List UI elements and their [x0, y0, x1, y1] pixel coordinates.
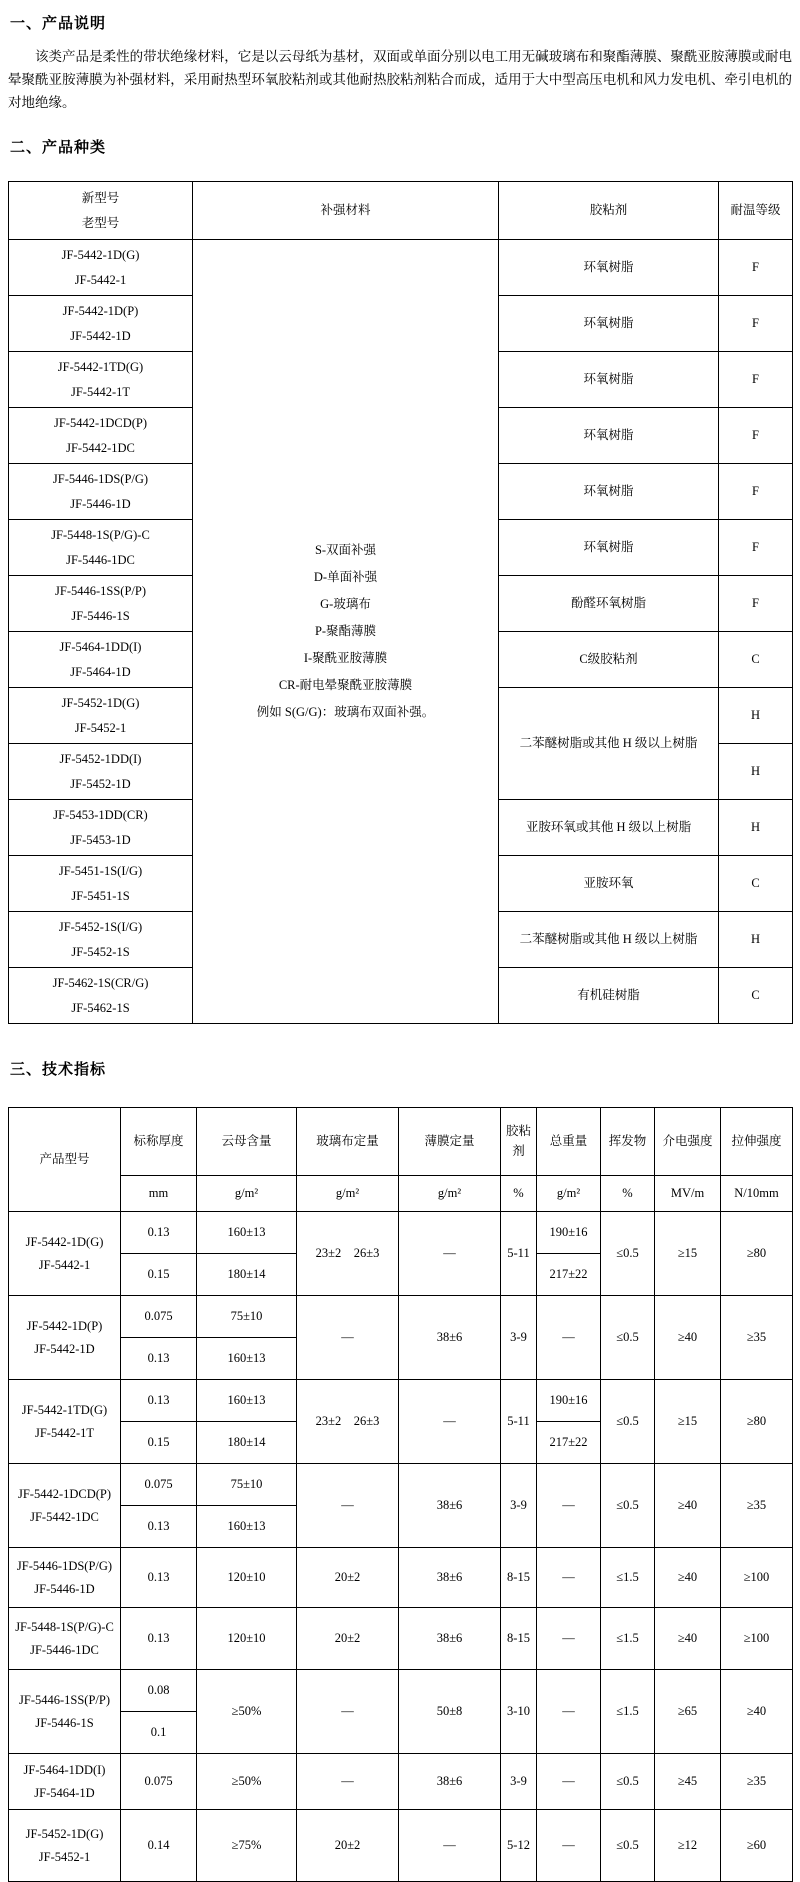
tensile-cell: ≥100 [721, 1608, 793, 1670]
legend-line: CR-耐电晕聚酰亚胺薄膜 [278, 678, 413, 692]
model-cell [9, 688, 193, 744]
section1-paragraph: 该类产品是柔性的带状绝缘材料，它是以云母纸为基材，双面或单面分别以电工用无碱玻璃布和聚酯薄膜、聚酰亚胺薄膜或耐电晕聚酰亚胺薄膜为补强材料，采用耐热型环氧胶粘剂或其他耐热胶粘剂粘合而成，适用于大中型高压电机和风力发电机、牵引电机的对地绝缘。 [8, 49, 792, 110]
film-cell: — [399, 1810, 501, 1882]
old-model: JF-5446-1S [35, 1715, 94, 1730]
old-model: JF-5446-1S [71, 608, 130, 623]
volatile-cell: ≤0.5 [601, 1380, 655, 1464]
adhesive-cell: 3-10 [501, 1670, 537, 1754]
old-model: JF-5452-1S [71, 944, 130, 959]
legend-line: P-聚酯薄膜 [314, 624, 377, 638]
section3-title: 三、技术指标 [10, 1060, 107, 1078]
new-model: JF-5464-1DD(I) [59, 639, 142, 654]
tensile-cell: ≥60 [721, 1810, 793, 1882]
new-model: JF-5452-1DD(I) [59, 751, 142, 766]
tensile-cell: ≥35 [721, 1296, 793, 1380]
unit-cell: % [501, 1176, 537, 1212]
model-cell [9, 912, 193, 968]
film-cell: 38±6 [399, 1754, 501, 1810]
model-cell [9, 1670, 121, 1754]
new-model: JF-5448-1S(P/G)-C [51, 527, 150, 542]
adhesive-cell: 8-15 [501, 1608, 537, 1670]
thickness-cell: 0.15 [121, 1254, 197, 1296]
mica-cell: 180±14 [197, 1254, 297, 1296]
glass-cell: 20±2 [297, 1810, 399, 1882]
old-model: JF-5464-1D [34, 1785, 95, 1800]
old-model: JF-5446-1DC [30, 1642, 99, 1657]
model-cell [9, 408, 193, 464]
dielectric-cell: ≥40 [655, 1464, 721, 1548]
new-model: JF-5442-1DCD(P) [53, 415, 148, 430]
old-model: JF-5442-1DC [66, 440, 135, 455]
section2-title: 二、产品种类 [10, 138, 107, 156]
temp-class-cell: F [719, 240, 793, 296]
adhesive-cell: 亚胺环氧或其他 H 级以上树脂 [499, 800, 719, 856]
dielectric-cell: ≥40 [655, 1296, 721, 1380]
old-model: JF-5464-1D [70, 664, 131, 679]
mica-cell: 160±13 [197, 1506, 297, 1548]
mica-cell: 75±10 [197, 1464, 297, 1506]
model-cell [9, 968, 193, 1024]
new-model: JF-5442-1TD(G) [21, 1402, 108, 1417]
dielectric-cell: ≥15 [655, 1212, 721, 1296]
header-new-model: 新型号 [81, 190, 120, 205]
temp-class-cell: F [719, 296, 793, 352]
new-model: JF-5453-1DD(CR) [53, 807, 148, 822]
old-model: JF-5442-1 [38, 1257, 91, 1272]
film-cell: 38±6 [399, 1608, 501, 1670]
total-weight-cell: — [537, 1548, 601, 1608]
unit-cell: mm [121, 1176, 197, 1212]
adhesive-cell: 环氧树脂 [499, 296, 719, 352]
volatile-cell: ≤0.5 [601, 1212, 655, 1296]
header-reinforce: 补强材料 [193, 182, 499, 240]
old-model: JF-5452-1 [38, 1849, 91, 1864]
film-cell: — [399, 1380, 501, 1464]
volatile-cell: ≤1.5 [601, 1670, 655, 1754]
model-cell [9, 1608, 121, 1670]
new-model: JF-5448-1S(P/G)-C [15, 1619, 114, 1634]
volatile-cell: ≤1.5 [601, 1608, 655, 1670]
total-weight-cell: 190±16 [537, 1212, 601, 1254]
adhesive-cell: 5-12 [501, 1810, 537, 1882]
tensile-cell: ≥35 [721, 1464, 793, 1548]
old-model: JF-5451-1S [71, 888, 130, 903]
table-header-row [9, 182, 793, 240]
old-model: JF-5446-1DC [66, 552, 135, 567]
total-weight-cell: — [537, 1608, 601, 1670]
tensile-cell: ≥80 [721, 1380, 793, 1464]
legend-line: S-双面补强 [314, 543, 377, 557]
model-cell [9, 1212, 121, 1296]
model-cell [9, 1548, 121, 1608]
old-model: JF-5442-1D [70, 328, 131, 343]
header-dielectric: 介电强度 [655, 1108, 721, 1176]
total-weight-cell: 217±22 [537, 1422, 601, 1464]
legend-line: 例如 S(G/G)：玻璃布双面补强。 [256, 705, 435, 719]
temp-class-cell: F [719, 408, 793, 464]
header-old-model: 老型号 [81, 215, 120, 230]
adhesive-cell: 酚醛环氧树脂 [499, 576, 719, 632]
reinforce-legend-cell [193, 240, 499, 1024]
dielectric-cell: ≥40 [655, 1608, 721, 1670]
tech-specs-table [8, 1107, 793, 1882]
temp-class-cell: C [719, 968, 793, 1024]
volatile-cell: ≤0.5 [601, 1754, 655, 1810]
unit-cell: MV/m [655, 1176, 721, 1212]
dielectric-cell: ≥15 [655, 1380, 721, 1464]
table-row [9, 1212, 793, 1254]
new-model: JF-5446-1SS(P/P) [55, 583, 146, 598]
tensile-cell: ≥40 [721, 1670, 793, 1754]
temp-class-cell: H [719, 800, 793, 856]
model-cell [9, 1380, 121, 1464]
old-model: JF-5442-1DC [30, 1509, 99, 1524]
total-weight-cell: — [537, 1670, 601, 1754]
glass-cell: 20±2 [297, 1548, 399, 1608]
new-model: JF-5452-1D(G) [61, 695, 140, 710]
new-model: JF-5464-1DD(I) [23, 1762, 106, 1777]
new-model: JF-5442-1TD(G) [57, 359, 144, 374]
adhesive-cell: 5-11 [501, 1212, 537, 1296]
model-cell [9, 464, 193, 520]
glass-cell: 23±2 26±3 [297, 1380, 399, 1464]
adhesive-cell: 环氧树脂 [499, 520, 719, 576]
header-thickness: 标称厚度 [121, 1108, 197, 1176]
header-tensile: 拉伸强度 [721, 1108, 793, 1176]
dielectric-cell: ≥12 [655, 1810, 721, 1882]
new-model: JF-5442-1D(G) [61, 247, 140, 262]
model-cell [9, 296, 193, 352]
table-row [9, 1296, 793, 1338]
thickness-cell: 0.13 [121, 1212, 197, 1254]
old-model: JF-5446-1D [34, 1581, 95, 1596]
header-glass-weight: 玻璃布定量 [297, 1108, 399, 1176]
volatile-cell: ≤0.5 [601, 1296, 655, 1380]
volatile-cell: ≤1.5 [601, 1548, 655, 1608]
adhesive-cell: 3-9 [501, 1296, 537, 1380]
model-cell [9, 800, 193, 856]
table-header-row [9, 1108, 793, 1176]
glass-cell: — [297, 1296, 399, 1380]
model-cell [9, 632, 193, 688]
table-row [9, 240, 793, 296]
film-cell: 50±8 [399, 1670, 501, 1754]
header-film-weight: 薄膜定量 [399, 1108, 501, 1176]
table-row [9, 1380, 793, 1422]
total-weight-cell: 217±22 [537, 1254, 601, 1296]
new-model: JF-5446-1DS(P/G) [16, 1558, 113, 1573]
thickness-cell: 0.13 [121, 1338, 197, 1380]
volatile-cell: ≤0.5 [601, 1464, 655, 1548]
old-model: JF-5446-1D [70, 496, 131, 511]
model-cell [9, 1754, 121, 1810]
mica-cell: ≥50% [197, 1754, 297, 1810]
adhesive-cell: 二苯醚树脂或其他 H 级以上树脂 [499, 912, 719, 968]
glass-cell: 20±2 [297, 1608, 399, 1670]
film-cell: 38±6 [399, 1464, 501, 1548]
new-model: JF-5442-1D(G) [25, 1234, 104, 1249]
model-cell [9, 1296, 121, 1380]
adhesive-cell: 有机硅树脂 [499, 968, 719, 1024]
total-weight-cell: — [537, 1464, 601, 1548]
thickness-cell: 0.075 [121, 1754, 197, 1810]
table-row [9, 1754, 793, 1810]
film-cell: 38±6 [399, 1296, 501, 1380]
model-cell [9, 1810, 121, 1882]
header-product-model: 产品型号 [9, 1108, 121, 1212]
thickness-cell: 0.08 [121, 1670, 197, 1712]
temp-class-cell: H [719, 912, 793, 968]
old-model: JF-5452-1D [70, 776, 131, 791]
tensile-cell: ≥80 [721, 1212, 793, 1296]
old-model: JF-5453-1D [70, 832, 131, 847]
new-model: JF-5462-1S(CR/G) [52, 975, 149, 990]
adhesive-cell: 5-11 [501, 1380, 537, 1464]
mica-cell: 180±14 [197, 1422, 297, 1464]
table-row [9, 1810, 793, 1882]
total-weight-cell: — [537, 1754, 601, 1810]
legend-line: G-玻璃布 [320, 597, 371, 611]
mica-cell: 160±13 [197, 1338, 297, 1380]
glass-cell: — [297, 1670, 399, 1754]
old-model: JF-5442-1T [34, 1425, 95, 1440]
thickness-cell: 0.13 [121, 1506, 197, 1548]
table-row [9, 1670, 793, 1712]
old-model: JF-5452-1 [74, 720, 127, 735]
new-model: JF-5442-1D(P) [62, 303, 139, 318]
mica-cell: 120±10 [197, 1548, 297, 1608]
glass-cell: — [297, 1754, 399, 1810]
header-mica-content: 云母含量 [197, 1108, 297, 1176]
film-cell: — [399, 1212, 501, 1296]
old-model: JF-5462-1S [71, 1000, 130, 1015]
adhesive-cell: 3-9 [501, 1464, 537, 1548]
header-adhesive: 胶粘剂 [499, 182, 719, 240]
adhesive-cell: 环氧树脂 [499, 240, 719, 296]
total-weight-cell: 190±16 [537, 1380, 601, 1422]
model-cell [9, 576, 193, 632]
model-cell [9, 520, 193, 576]
old-model: JF-5442-1D [34, 1341, 95, 1356]
thickness-cell: 0.075 [121, 1296, 197, 1338]
adhesive-cell: 8-15 [501, 1548, 537, 1608]
tensile-cell: ≥35 [721, 1754, 793, 1810]
mica-cell: ≥75% [197, 1810, 297, 1882]
adhesive-cell: 环氧树脂 [499, 464, 719, 520]
temp-class-cell: C [719, 856, 793, 912]
film-cell: 38±6 [399, 1548, 501, 1608]
thickness-cell: 0.15 [121, 1422, 197, 1464]
model-cell [9, 240, 193, 296]
model-cell [9, 744, 193, 800]
unit-cell: N/10mm [721, 1176, 793, 1212]
dielectric-cell: ≥65 [655, 1670, 721, 1754]
new-model: JF-5452-1S(I/G) [58, 919, 143, 934]
dielectric-cell: ≥40 [655, 1548, 721, 1608]
thickness-cell: 0.13 [121, 1380, 197, 1422]
old-model: JF-5442-1T [70, 384, 131, 399]
model-cell [9, 352, 193, 408]
unit-cell: g/m² [197, 1176, 297, 1212]
old-model: JF-5442-1 [74, 272, 127, 287]
temp-class-cell: F [719, 352, 793, 408]
new-model: JF-5446-1DS(P/G) [52, 471, 149, 486]
thickness-cell: 0.13 [121, 1608, 197, 1670]
temp-class-cell: H [719, 688, 793, 744]
units-row [9, 1176, 793, 1212]
temp-class-cell: H [719, 744, 793, 800]
unit-cell: g/m² [537, 1176, 601, 1212]
thickness-cell: 0.14 [121, 1810, 197, 1882]
temp-class-cell: C [719, 632, 793, 688]
volatile-cell: ≤0.5 [601, 1810, 655, 1882]
header-temp-class: 耐温等级 [719, 182, 793, 240]
tensile-cell: ≥100 [721, 1548, 793, 1608]
header-volatile: 挥发物 [601, 1108, 655, 1176]
glass-cell: 23±2 26±3 [297, 1212, 399, 1296]
adhesive-cell: 二苯醚树脂或其他 H 级以上树脂 [499, 688, 719, 800]
mica-cell: ≥50% [197, 1670, 297, 1754]
temp-class-cell: F [719, 464, 793, 520]
model-cell [9, 1464, 121, 1548]
legend-line: I-聚酰亚胺薄膜 [303, 651, 388, 665]
dielectric-cell: ≥45 [655, 1754, 721, 1810]
adhesive-cell: C级胶粘剂 [499, 632, 719, 688]
product-types-table [8, 181, 793, 1024]
new-model: JF-5451-1S(I/G) [58, 863, 143, 878]
model-cell [9, 856, 193, 912]
new-model: JF-5442-1DCD(P) [17, 1486, 112, 1501]
thickness-cell: 0.075 [121, 1464, 197, 1506]
new-model: JF-5446-1SS(P/P) [19, 1692, 110, 1707]
adhesive-cell: 亚胺环氧 [499, 856, 719, 912]
total-weight-cell: — [537, 1296, 601, 1380]
unit-cell: g/m² [399, 1176, 501, 1212]
section1-title: 一、产品说明 [10, 14, 107, 32]
adhesive-cell: 环氧树脂 [499, 352, 719, 408]
legend-line: D-单面补强 [313, 570, 378, 584]
mica-cell: 160±13 [197, 1212, 297, 1254]
mica-cell: 75±10 [197, 1296, 297, 1338]
header-total-weight: 总重量 [537, 1108, 601, 1176]
table-row [9, 1464, 793, 1506]
mica-cell: 120±10 [197, 1608, 297, 1670]
unit-cell: g/m² [297, 1176, 399, 1212]
adhesive-cell: 环氧树脂 [499, 408, 719, 464]
header-adhesive: 胶粘剂 [501, 1108, 537, 1176]
header-model [9, 182, 193, 240]
unit-cell: % [601, 1176, 655, 1212]
mica-cell: 160±13 [197, 1380, 297, 1422]
thickness-cell: 0.1 [121, 1712, 197, 1754]
adhesive-cell: 3-9 [501, 1754, 537, 1810]
temp-class-cell: F [719, 576, 793, 632]
total-weight-cell: — [537, 1810, 601, 1882]
table-row [9, 1608, 793, 1670]
thickness-cell: 0.13 [121, 1548, 197, 1608]
table-row [9, 1548, 793, 1608]
glass-cell: — [297, 1464, 399, 1548]
new-model: JF-5452-1D(G) [25, 1826, 104, 1841]
new-model: JF-5442-1D(P) [26, 1318, 103, 1333]
temp-class-cell: F [719, 520, 793, 576]
